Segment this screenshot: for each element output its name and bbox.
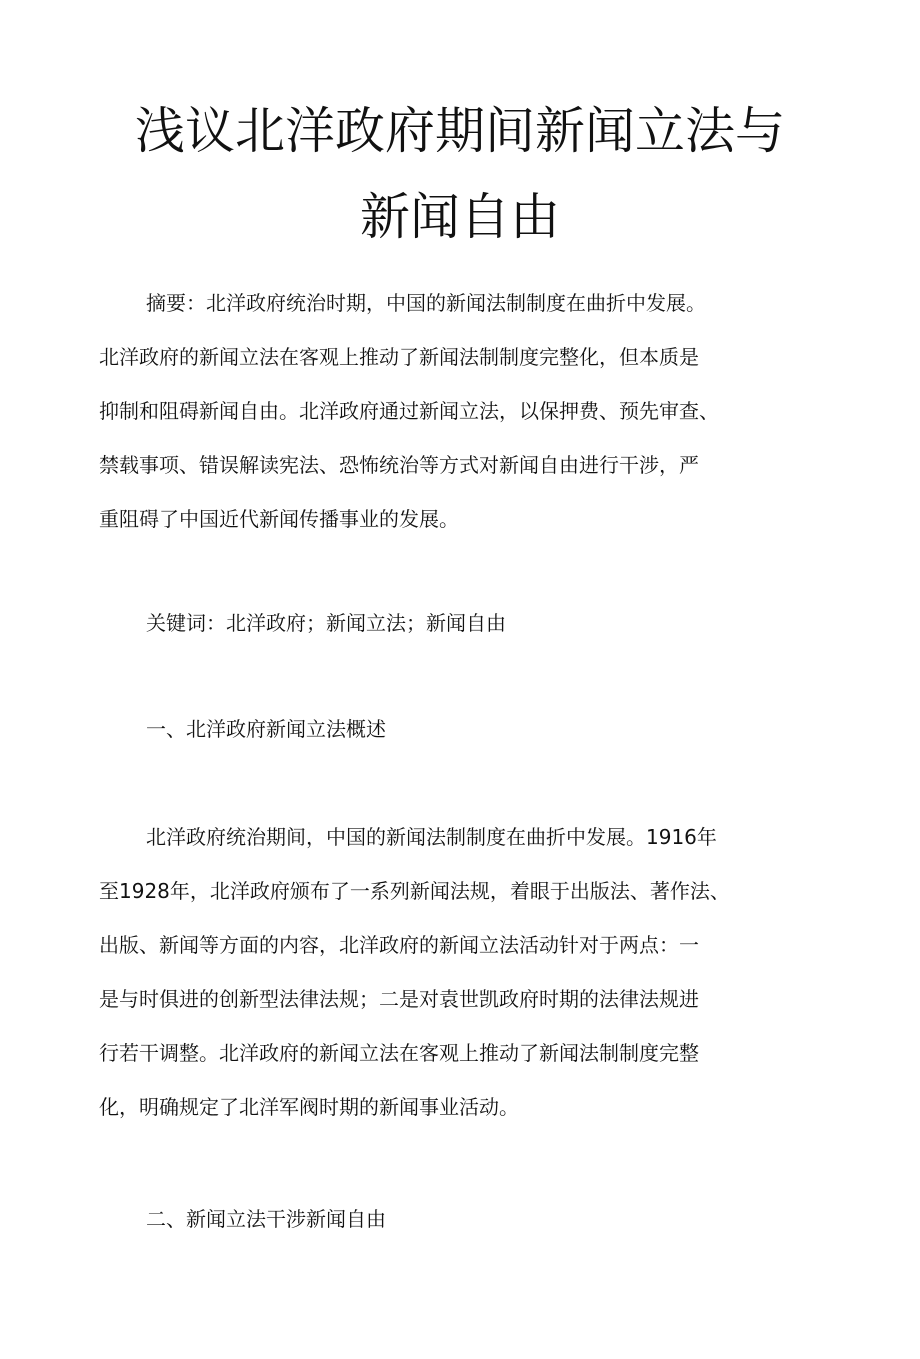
abstract-line-1: 摘要：北洋政府统治时期，中国的新闻法制制度在曲折中发展。 [146, 291, 706, 315]
abstract-line-3: 抑制和阻碍新闻自由。北洋政府通过新闻立法，以保押费、预先审查、 [99, 399, 719, 423]
section-1-line-6: 化，明确规定了北洋军阀时期的新闻事业活动。 [99, 1095, 519, 1119]
title-line-1: 浅议北洋政府期间新闻立法与 [135, 102, 785, 160]
title-line-2: 新闻自由 [360, 188, 560, 246]
section-1-heading: 一、北洋政府新闻立法概述 [146, 717, 386, 741]
document-title [60, 88, 860, 260]
section-1-line-1: 北洋政府统治期间，中国的新闻法制制度在曲折中发展。1916年 [146, 825, 717, 849]
section-1-line-3: 出版、新闻等方面的内容，北洋政府的新闻立法活动针对于两点：一 [99, 933, 699, 957]
abstract-line-2: 北洋政府的新闻立法在客观上推动了新闻法制制度完整化，但本质是 [99, 345, 699, 369]
abstract-line-5: 重阻碍了中国近代新闻传播事业的发展。 [99, 507, 459, 531]
abstract-line-4: 禁载事项、错误解读宪法、恐怖统治等方式对新闻自由进行干涉，严 [99, 453, 699, 477]
section-1-line-5: 行若干调整。北洋政府的新闻立法在客观上推动了新闻法制制度完整 [99, 1041, 699, 1065]
section-1-line-4: 是与时俱进的创新型法律法规；二是对袁世凯政府时期的法律法规进 [99, 987, 699, 1011]
keywords-line: 关键词：北洋政府；新闻立法；新闻自由 [146, 611, 506, 635]
section-2-heading: 二、新闻立法干涉新闻自由 [146, 1207, 386, 1231]
section-1-line-2: 至1928年，北洋政府颁布了一系列新闻法规，着眼于出版法、著作法、 [99, 879, 730, 903]
